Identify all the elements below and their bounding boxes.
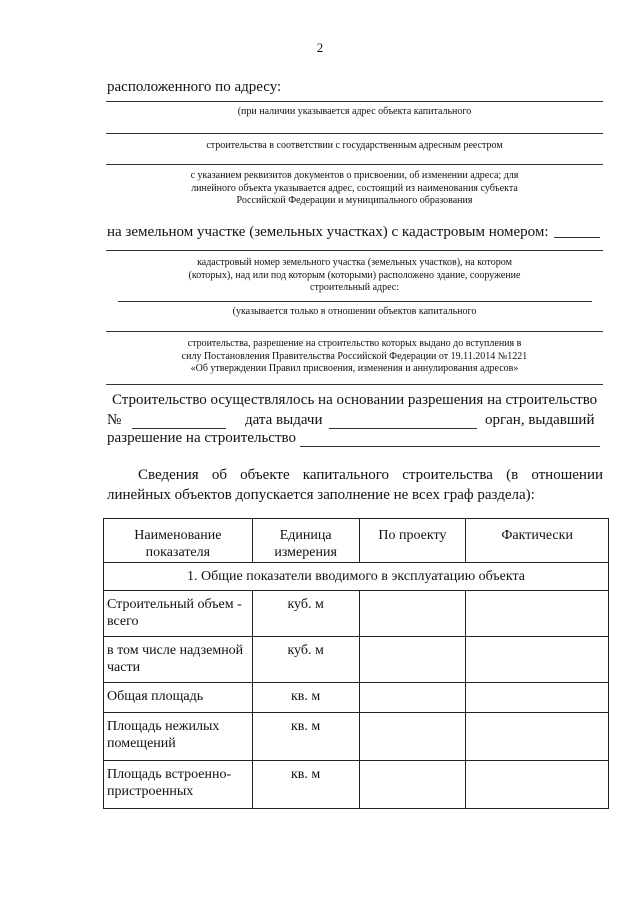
section-row (104, 563, 609, 591)
address-line-2[interactable] (106, 133, 603, 134)
permit-number-label: № (107, 412, 122, 428)
actual-cell[interactable] (466, 713, 609, 761)
row-name: Площадь нежилых помещений (104, 713, 253, 761)
cadastral-line-2[interactable] (106, 331, 603, 332)
permit-date-label: дата выдачи (245, 412, 323, 428)
actual-cell[interactable] (466, 761, 609, 809)
actual-cell[interactable] (466, 637, 609, 683)
permit-line-1: Строительство осуществлялось на основании разрешения на строительство (112, 392, 598, 408)
row-name: в том числе надземной части (104, 637, 253, 683)
table-row (104, 713, 609, 761)
actual-cell[interactable] (466, 591, 609, 637)
cadastral-note-1: кадастровый номер земельного участка (земельных участков), на котором (которых), над или под которым (которыми) расположено здание, сооружение строительный адрес: (188, 257, 521, 293)
row-name: Строительный объем - всего (104, 591, 253, 637)
project-cell[interactable] (359, 761, 466, 809)
cadastral-note-2: (указывается только в отношении объектов капитального (232, 306, 477, 317)
section-title: 1. Общие показатели вводимого в эксплуатацию объекта (104, 563, 609, 591)
cadastral-line-3[interactable] (106, 384, 603, 385)
permit-organ-label: орган, выдавший (485, 412, 595, 428)
row-name: Площадь встроенно-пристроенных (104, 761, 253, 809)
address-line-1[interactable] (106, 101, 603, 102)
table-header-row (104, 519, 609, 563)
header-actual: Фактически (466, 519, 609, 563)
cadastral-note-3: строительства, разрешение на строительство которых выдано до вступления в силу Постановления Правительства Российской Федерации от 19.11.2014 №1221 «Об утверждении Правил присвоения, изменения и аннулирования адресов» (181, 338, 528, 374)
project-cell[interactable] (359, 713, 466, 761)
cadastral-number-field[interactable] (554, 237, 600, 238)
info-line-2: линейных объектов допускается заполнение не всех граф раздела): (107, 487, 535, 503)
project-cell[interactable] (359, 591, 466, 637)
page-number: 2 (316, 40, 324, 55)
header-unit: Единица измерения (252, 519, 359, 563)
permit-organ-field[interactable] (300, 446, 600, 447)
indicators-table (103, 518, 609, 809)
building-address-line[interactable] (118, 301, 592, 302)
table-row (104, 683, 609, 713)
address-label: расположенного по адресу: (107, 79, 282, 95)
permit-date-field[interactable] (329, 428, 477, 429)
address-note-3: с указанием реквизитов документов о присвоении, об изменении адреса; для линейного объекта указывается адрес, состоящий из наименования субъекта Российской Федерации и муниципального образования (190, 170, 519, 206)
header-project: По проекту (359, 519, 466, 563)
actual-cell[interactable] (466, 683, 609, 713)
project-cell[interactable] (359, 683, 466, 713)
table-row (104, 637, 609, 683)
address-note-2: строительства в соответствии с государственным адресным реестром (206, 140, 503, 151)
address-note-1: (при наличии указывается адрес объекта капитального (237, 106, 472, 117)
row-unit: куб. м (252, 591, 359, 637)
row-unit: кв. м (252, 683, 359, 713)
project-cell[interactable] (359, 637, 466, 683)
table-row (104, 761, 609, 809)
permit-issued-label: разрешение на строительство (107, 430, 297, 446)
address-line-3[interactable] (106, 164, 603, 165)
cadastral-label: на земельном участке (земельных участках) с кадастровым номером: (107, 224, 549, 240)
cadastral-line-1[interactable] (106, 250, 603, 251)
row-name: Общая площадь (104, 683, 253, 713)
row-unit: кв. м (252, 761, 359, 809)
header-name: Наименование показателя (104, 519, 253, 563)
info-line-1: Сведения об объекте капитального строительства (в отношении (138, 467, 603, 483)
table-row (104, 591, 609, 637)
row-unit: кв. м (252, 713, 359, 761)
row-unit: куб. м (252, 637, 359, 683)
